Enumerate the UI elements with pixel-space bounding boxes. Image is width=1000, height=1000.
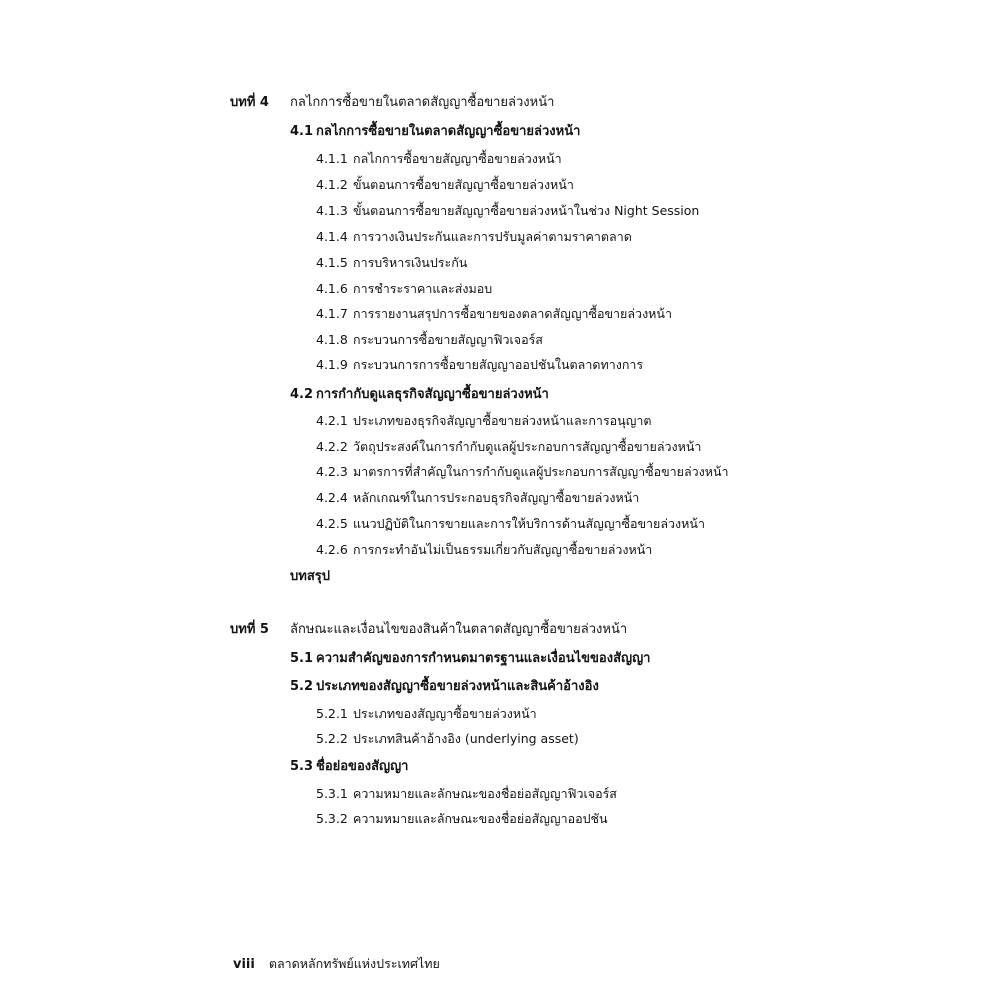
section-title: บทสรุป [290, 569, 330, 584]
item-title: การกระทำอันไม่เป็นธรรมเกี่ยวกับสัญญาซื้อขายล่วงหน้า [353, 542, 653, 557]
section-number: 5.3 [290, 759, 314, 774]
item-number: 4.2.4 [316, 490, 348, 505]
item-title: การชำระราคาและส่งมอบ [353, 281, 493, 296]
item-title: ขั้นตอนการซื้อขายสัญญาซื้อขายล่วงหน้า [353, 177, 574, 192]
item-title: กระบวนการซื้อขายสัญญาฟิวเจอร์ส [353, 332, 543, 347]
item-title: ขั้นตอนการซื้อขายสัญญาซื้อขายล่วงหน้าในช่วง Night Session [353, 203, 700, 218]
item-title: หลักเกณฑ์ในการประกอบธุรกิจสัญญาซื้อขายล่วงหน้า [353, 490, 640, 505]
item-number: 4.1.2 [316, 177, 348, 192]
section-title: กลไกการซื้อขายในตลาดสัญญาซื้อขายล่วงหน้า [316, 124, 581, 139]
section-title: ชื่อย่อของสัญญา [316, 759, 409, 774]
item-title: ประเภทของธุรกิจสัญญาซื้อขายล่วงหน้าและการอนุญาต [353, 413, 652, 428]
item-number: 4.1.7 [316, 306, 348, 321]
item-title: การรายงานสรุปการซื้อขายของตลาดสัญญาซื้อขายล่วงหน้า [353, 306, 672, 321]
chapter-title: กลไกการซื้อขายในตลาดสัญญาซื้อขายล่วงหน้า [290, 95, 555, 110]
item-title: มาตรการที่สำคัญในการกำกับดูแลผู้ประกอบการสัญญาซื้อขายล่วงหน้า [353, 464, 729, 479]
item-number: 4.1.9 [316, 357, 348, 372]
section-number: 5.2 [290, 679, 314, 694]
item-title: กระบวนการการซื้อขายสัญญาออปชันในตลาดทางการ [353, 357, 644, 372]
page-footer [233, 954, 440, 974]
item-number: 4.1.4 [316, 229, 348, 244]
item-title: ความหมายและลักษณะของชื่อย่อสัญญาฟิวเจอร์ส [353, 786, 617, 801]
chapter-label: บทที่ 4 [230, 95, 269, 110]
item-title: การบริหารเงินประกัน [353, 255, 468, 270]
item-number: 4.1.5 [316, 255, 348, 270]
item-title: แนวปฏิบัติในการขายและการให้บริการด้านสัญญาซื้อขายล่วงหน้า [353, 516, 705, 531]
section-number: 4.1 [290, 124, 314, 139]
item-number: 4.1.1 [316, 151, 348, 166]
item-number: 4.1.3 [316, 203, 348, 218]
item-number: 4.2.5 [316, 516, 348, 531]
item-title: วัตถุประสงค์ในการกำกับดูแลผู้ประกอบการสัญญาซื้อขายล่วงหน้า [353, 439, 702, 454]
item-number: 4.2.6 [316, 542, 348, 557]
item-number: 5.2.1 [316, 706, 348, 721]
item-number: 4.1.8 [316, 332, 348, 347]
chapter-label: บทที่ 5 [230, 622, 269, 637]
section-number: 4.2 [290, 387, 314, 402]
item-title: ความหมายและลักษณะของชื่อย่อสัญญาออปชัน [353, 811, 608, 826]
item-number: 4.2.3 [316, 464, 348, 479]
item-number: 4.2.1 [316, 413, 348, 428]
section-number: 5.1 [290, 651, 314, 666]
item-number: 5.3.1 [316, 786, 348, 801]
section-title: ประเภทของสัญญาซื้อขายล่วงหน้าและสินค้าอ้างอิง [316, 679, 599, 694]
item-title: ประเภทสินค้าอ้างอิง (underlying asset) [353, 731, 579, 746]
section-title: ความสำคัญของการกำหนดมาตรฐานและเงื่อนไขของสัญญา [316, 651, 651, 666]
footer-page-number: viii [233, 957, 255, 972]
footer-book-title: ตลาดหลักทรัพย์แห่งประเทศไทย [268, 956, 440, 971]
item-number: 4.2.2 [316, 439, 348, 454]
chapter-title: ลักษณะและเงื่อนไขของสินค้าในตลาดสัญญาซื้อขายล่วงหน้า [290, 622, 628, 637]
item-title: การวางเงินประกันและการปรับมูลค่าตามราคาตลาด [353, 229, 632, 244]
item-number: 5.3.2 [316, 811, 348, 826]
item-number: 4.1.6 [316, 281, 348, 296]
section-title: การกำกับดูแลธุรกิจสัญญาซื้อขายล่วงหน้า [316, 387, 549, 402]
item-title: ประเภทของสัญญาซื้อขายล่วงหน้า [353, 706, 537, 721]
item-title: กลไกการซื้อขายสัญญาซื้อขายล่วงหน้า [353, 151, 562, 166]
item-number: 5.2.2 [316, 731, 348, 746]
